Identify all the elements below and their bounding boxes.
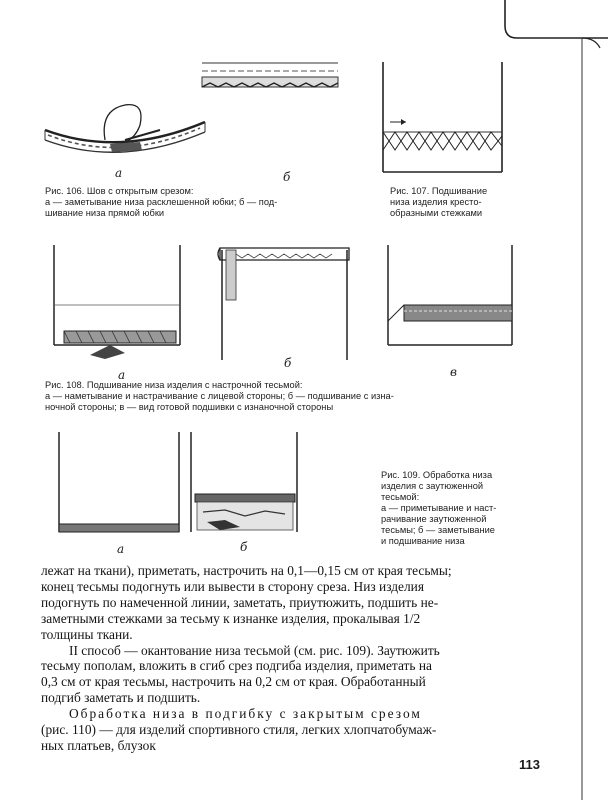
text-line: подгиб заметать и подшить. [41, 690, 201, 706]
fig107-drawing [378, 62, 508, 178]
fig108-caption-title: Рис. 108. Подшивание низа изделия с настрочной тесьмой: [45, 380, 303, 390]
fig109-b-drawing [185, 432, 305, 547]
text-line: заметными стежками за тесьму к изнанке изделия, прокалывая 1/2 [41, 610, 421, 626]
fig108-label-b: б [284, 356, 292, 370]
text-line: конец тесьмы подогнуть или вывести в сторону среза. Низ изделия [41, 578, 425, 594]
text-line: подогнуть по намеченной линии, заметать, приутюжить, подшить не- [41, 594, 439, 610]
fig109-label-a: а [117, 542, 125, 556]
fig109-label-b: б [240, 540, 248, 554]
text-line: (рис. 110) — для изделий спортивного стиля, легких хлопчатобумаж- [41, 722, 437, 738]
fig109-caption-line1: Рис. 109. Обработка низа [381, 470, 493, 480]
fig109-caption-line4: а — приметывание и наст- [381, 503, 497, 513]
fig109-caption-line3: тесьмой: [381, 492, 420, 502]
text-line: 0,3 см от края тесьмы, настрочить на 0,2 см от края. Обработанный [41, 674, 426, 690]
fig109-caption [381, 470, 521, 547]
text-line: лежат на ткани), приметать, настрочить на 0,1—0,15 см от края тесьмы; [41, 563, 452, 578]
fig107-caption-line2: низа изделия кресто- [390, 197, 482, 207]
fig108-label-v: в [450, 365, 457, 379]
page-number: 113 [519, 757, 540, 772]
fig106-caption-line2: шивание низа прямой юбки [45, 208, 165, 218]
fig109-caption-line7: и подшивание низа [381, 536, 465, 546]
fig108-caption-line1: а — наметывание и настрачивание с лицевой стороны; б — подшивание с изна- [45, 391, 394, 401]
fig106-b-drawing [200, 55, 340, 95]
fig106-a-drawing [40, 100, 210, 172]
text-line: Обработка низа в подгибку с закрытым срезом [69, 706, 422, 722]
fig106-caption-title: Рис. 106. Шов с открытым срезом: [45, 186, 194, 196]
text-line: толщины ткани. [41, 626, 133, 642]
text-line: II способ — окантование низа тесьмой (см. рис. 109). Заутюжить [69, 642, 440, 658]
text-line: тесьму пополам, вложить в сгиб срез подгиба изделия, приметать на [41, 658, 432, 674]
fig109-a-drawing [55, 432, 185, 542]
text-line: ных платьев, блузок [41, 737, 156, 753]
fig108-caption [45, 380, 515, 413]
fig106-caption-line1: а — заметывание низа расклешенной юбки; б — под- [45, 197, 278, 207]
fig108-label-a: а [118, 368, 126, 382]
fig106-label-a: а [115, 166, 123, 180]
fig107-caption-line1: Рис. 107. Подшивание [390, 186, 488, 196]
body-text [41, 563, 549, 754]
fig108-v-drawing [384, 245, 516, 360]
fig109-caption-line2: изделия с заутюженной [381, 481, 484, 491]
fig109-caption-line6: тесьмы; б — заметывание [381, 525, 495, 535]
fig107-caption [390, 186, 520, 219]
fig106-caption [45, 186, 335, 219]
fig108-b-drawing [212, 240, 357, 365]
fig108-a-drawing [50, 245, 185, 360]
fig109-caption-line5: рачивание заутюженной [381, 514, 487, 524]
fig107-caption-line3: образными стежками [390, 208, 483, 218]
fig106-label-b: б [283, 170, 291, 184]
fig108-caption-line2: ночной стороны; в — вид готовой подшивки с изнаночной стороны [45, 402, 334, 412]
